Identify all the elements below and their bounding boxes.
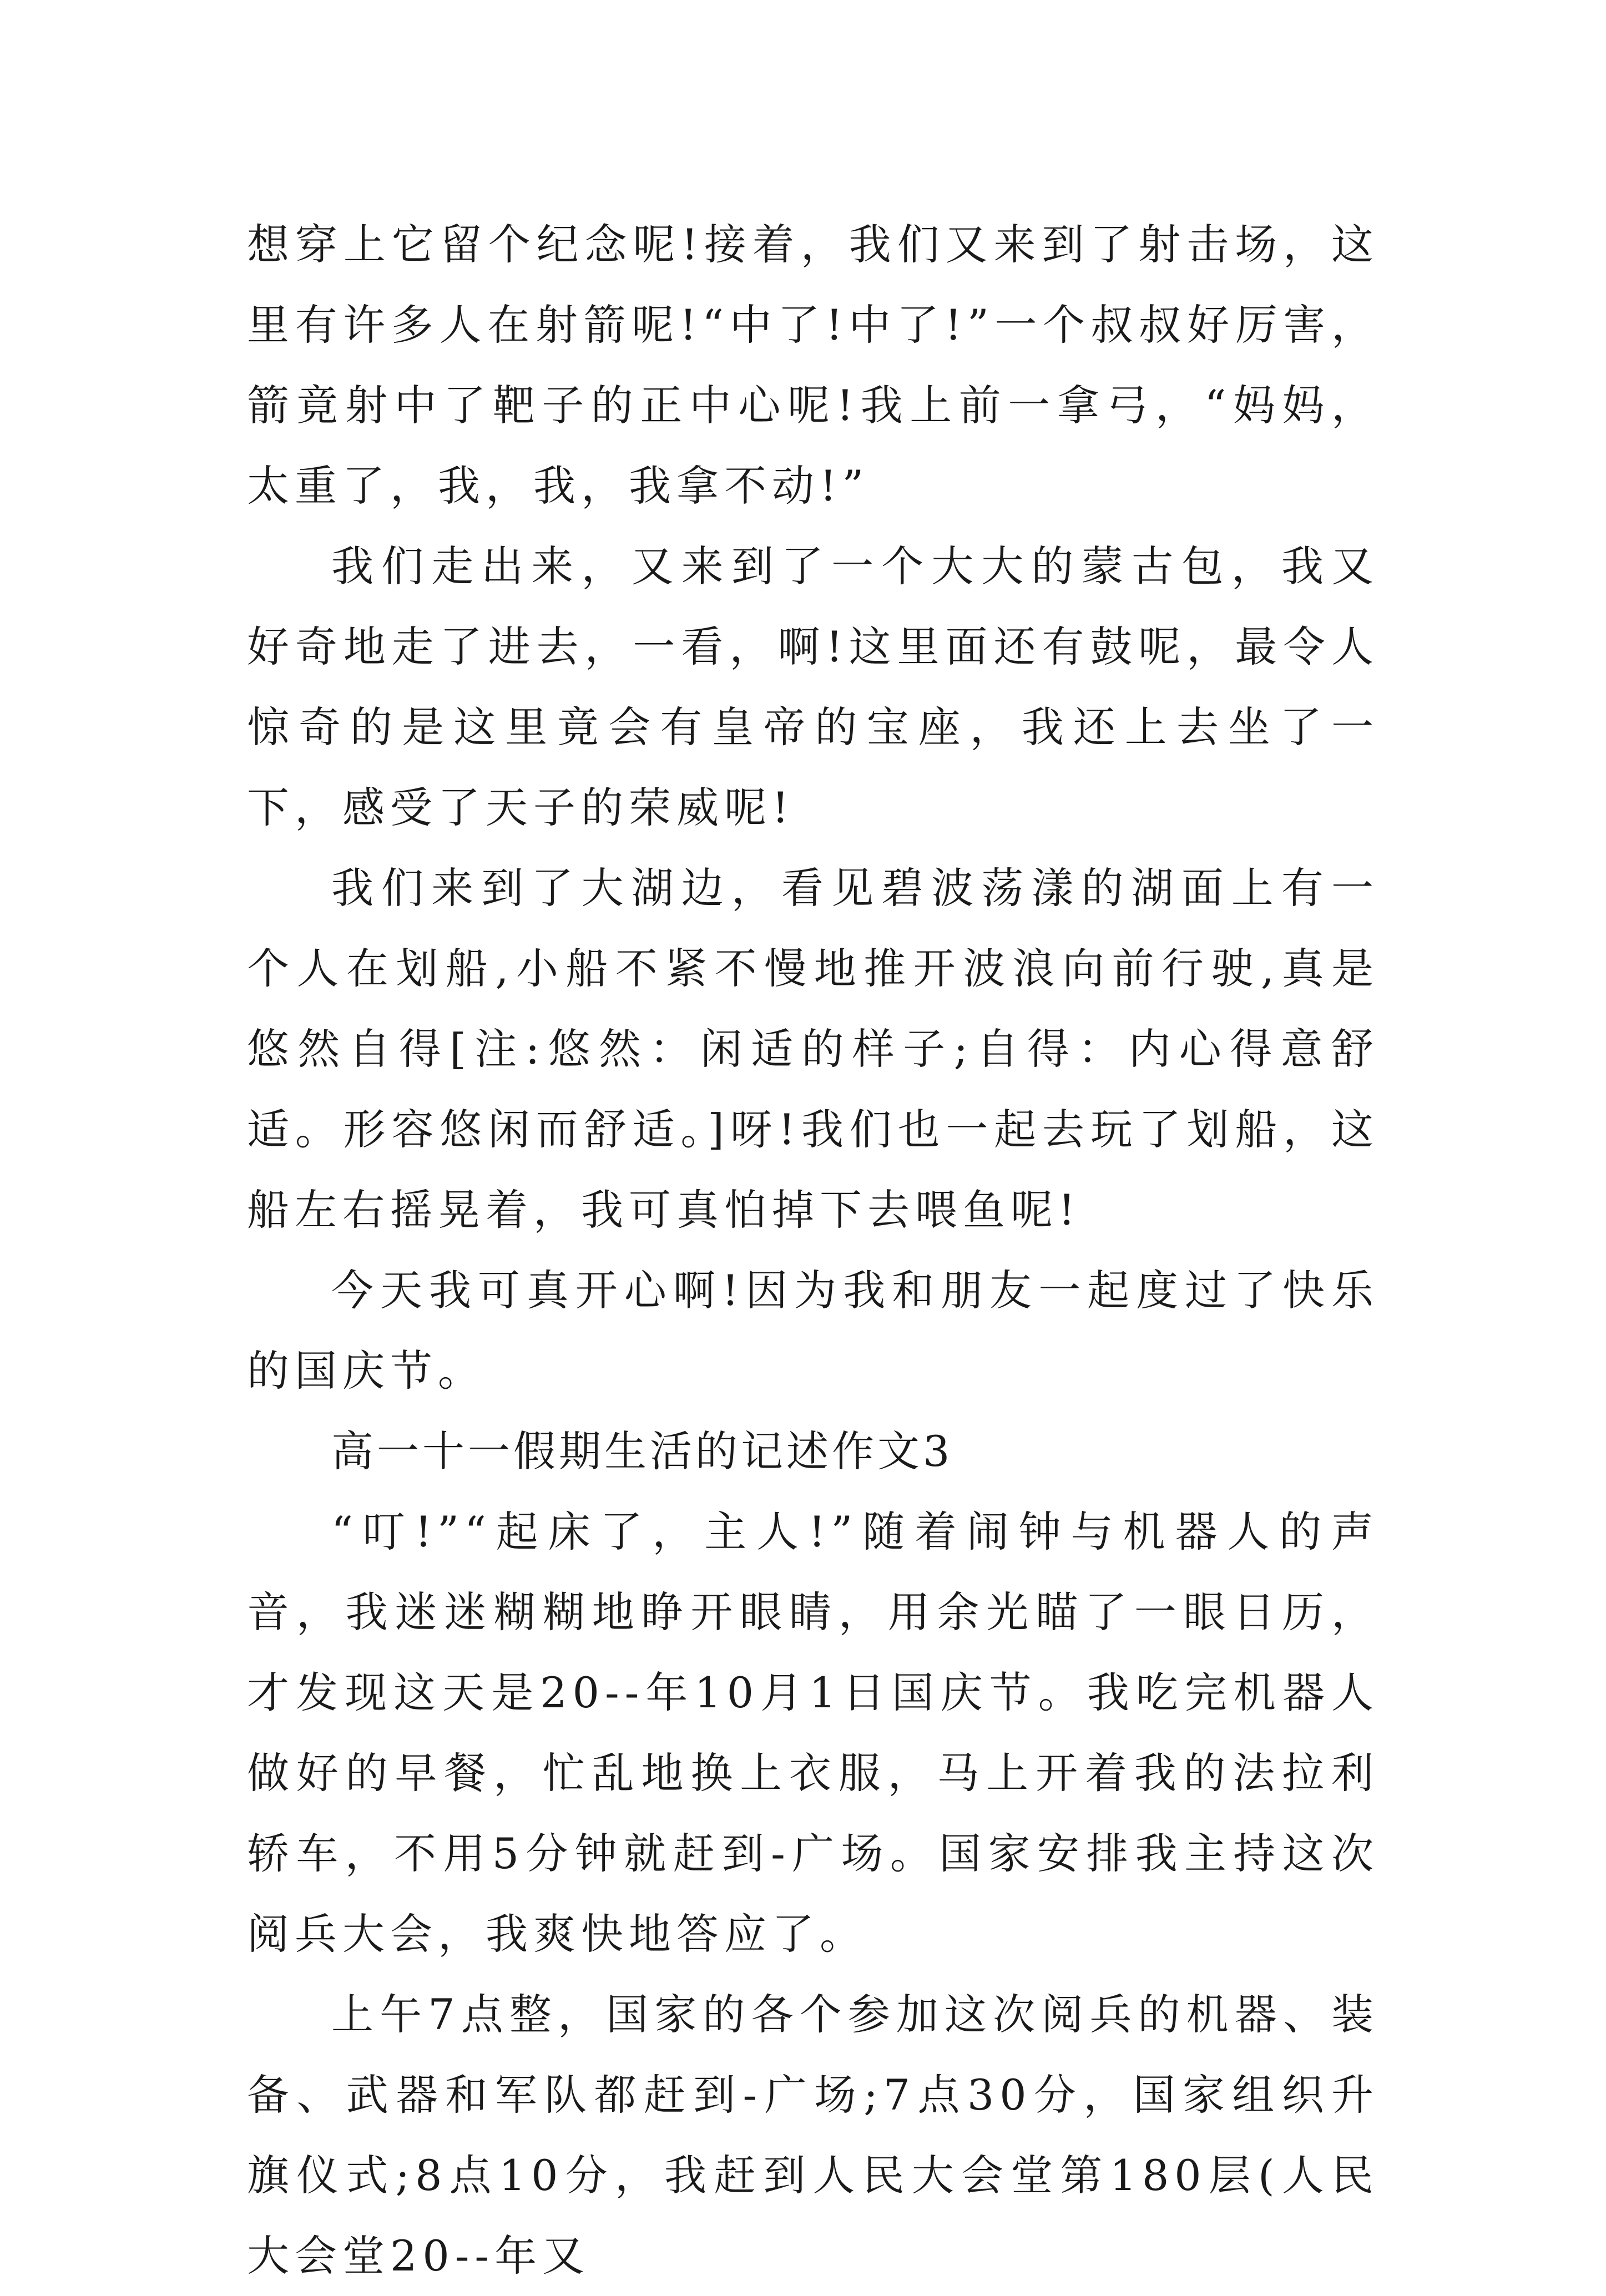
paragraph-parade-schedule: 上午7点整，国家的各个参加这次阅兵的机器、装备、武器和军队都赶到-广场;7点30分，国家组织升旗仪式;8点10分，我赶到人民大会堂第180层(人民大会堂20--年又 bbox=[247, 1990, 1379, 2280]
paragraph-continuation: 想穿上它留个纪念呢!接着，我们又来到了射击场，这里有许多人在射箭呢!“中了!中了!”一个叔叔好厉害，箭竟射中了靶子的正中心呢!我上前一拿弓，“妈妈，太重了，我，我，我拿不动!” bbox=[247, 220, 1379, 510]
paragraph-mongolian-yurt: 我们走出来，又来到了一个大大的蒙古包，我又好奇地走了进去，一看，啊!这里面还有鼓呢，最令人惊奇的是这里竟会有皇帝的宝座，我还上去坐了一下，感受了天子的荣威呢! bbox=[247, 542, 1379, 832]
paragraph-alarm-morning: “叮!”“起床了，主人!”随着闹钟与机器人的声音，我迷迷糊糊地睁开眼睛，用余光瞄了一眼日历，才发现这天是20--年10月1日国庆节。我吃完机器人做好的早餐，忙乱地换上衣服，马上开着我的法拉利轿车，不用5分钟就赶到-广场。国家安排我主持这次阅兵大会，我爽快地答应了。 bbox=[247, 1507, 1379, 1959]
paragraph-lake-boating: 我们来到了大湖边，看见碧波荡漾的湖面上有一个人在划船,小船不紧不慢地推开波浪向前行驶,真是悠然自得[注:悠然：闲适的样子;自得：内心得意舒适。形容悠闲而舒适。]呀!我们也一起去玩了划船，这船左右摇晃着，我可真怕掉下去喂鱼呢! bbox=[247, 863, 1379, 1235]
essay-heading: 高一十一假期生活的记述作文3 bbox=[331, 1427, 953, 1476]
paragraph-happy-national-day: 今天我可真开心啊!因为我和朋友一起度过了快乐的国庆节。 bbox=[247, 1266, 1379, 1395]
document-body bbox=[247, 204, 1379, 2296]
